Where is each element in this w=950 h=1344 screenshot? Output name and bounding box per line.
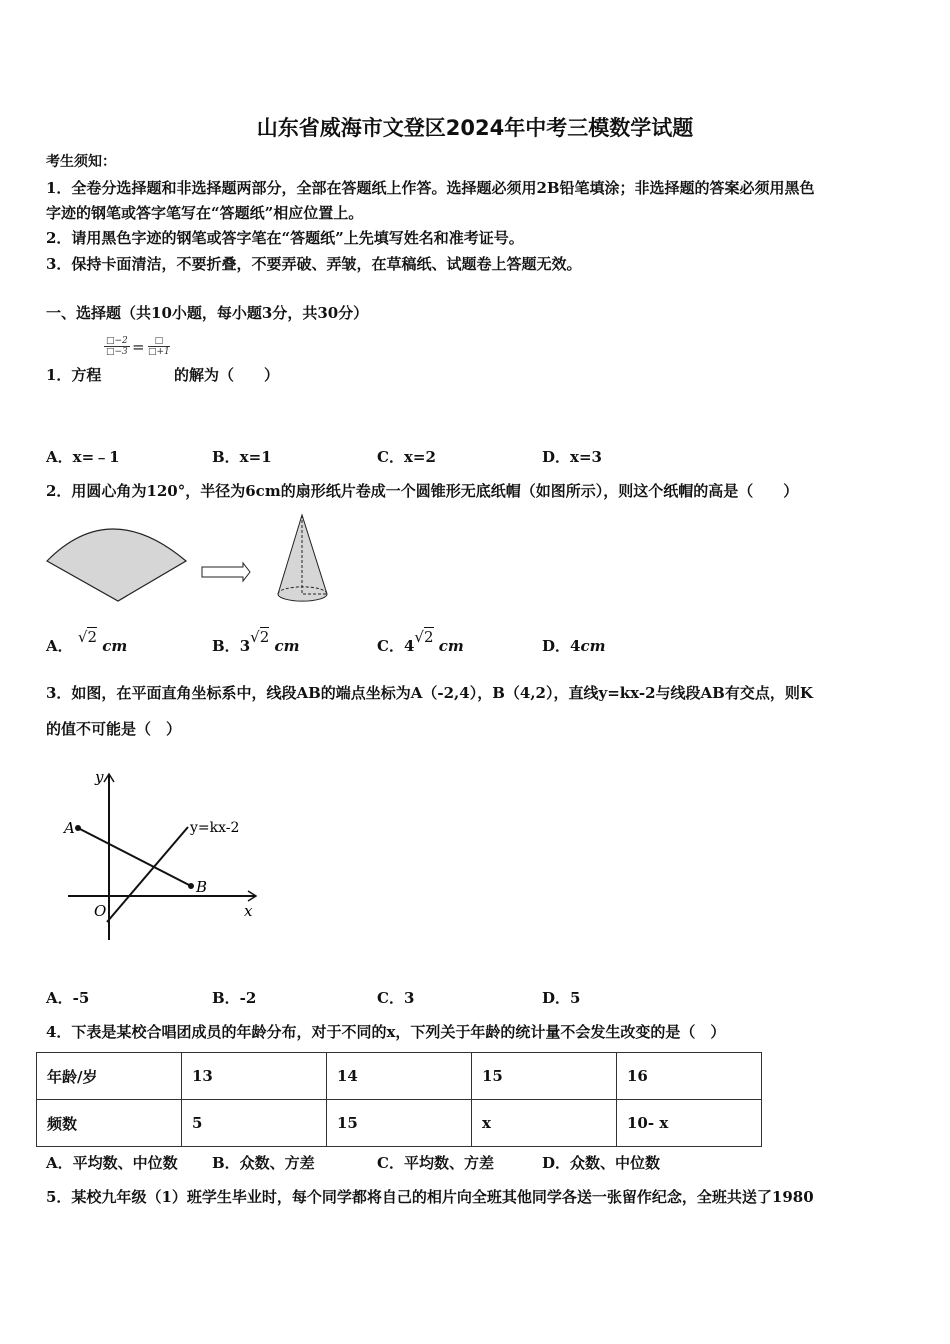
table-cell: 频数: [37, 1100, 182, 1147]
q3-line2: 的值不可能是（ ）: [46, 720, 182, 738]
line-label: y=kx-2: [190, 820, 240, 836]
table-cell: 15: [472, 1053, 617, 1100]
q2-option-d: D．4cm: [542, 637, 606, 655]
q3-option-d: D．5: [542, 989, 581, 1007]
q1-option-d: D．x=3: [542, 448, 602, 466]
q3-option-b: B．-2: [212, 989, 257, 1007]
q3-option-c: C．3: [377, 989, 415, 1007]
notice-heading: 考生须知：: [46, 154, 116, 170]
q2-option-c: C．4√2 cm: [377, 628, 464, 655]
table-cell: 14: [327, 1053, 472, 1100]
q1-prefix: 1．方程: [46, 366, 102, 384]
q1-option-c: C．x=2: [377, 448, 436, 466]
q1-suffix: 的解为（ ）: [174, 366, 280, 384]
x-label: x: [244, 902, 253, 920]
sector-shape: [47, 529, 186, 601]
table-cell: 13: [182, 1053, 327, 1100]
arrow-icon: [202, 563, 250, 581]
section-heading: 一、选择题（共10小题，每小题3分，共30分）: [46, 304, 369, 322]
table-cell: 10- x: [617, 1100, 762, 1147]
table-cell: 15: [327, 1100, 472, 1147]
sector-cone-figure: [40, 505, 340, 615]
table-row: [37, 1100, 762, 1147]
q4-option-c: C．平均数、方差: [377, 1154, 494, 1172]
point-a-label: A: [64, 819, 75, 837]
q3-option-a: A．-5: [46, 989, 90, 1007]
q1-option-a: A．x=﹣1: [46, 448, 120, 466]
age-table: [36, 1052, 762, 1147]
q2-text: 2．用圆心角为120°，半径为6cm的扇形纸片卷成一个圆锥形无底纸帽（如图所示），则这个纸帽的高是（ ）: [46, 482, 799, 500]
notice-line: 1．全卷分选择题和非选择题两部分，全部在答题纸上作答。选择题必须用2B铅笔填涂；非选择题的答案必须用黑色: [46, 179, 815, 197]
formula-eq: =: [132, 338, 145, 356]
formula-right: □ □+1: [148, 336, 170, 357]
q4-text: 4．下表是某校合唱团成员的年龄分布，对于不同的x，下列关于年龄的统计量不会发生改变的是（ ）: [46, 1023, 726, 1041]
table-cell: 年龄/岁: [37, 1053, 182, 1100]
origin-label: O: [94, 902, 107, 920]
notice-line: 3．保持卡面清洁，不要折叠，不要弄破、弄皱，在草稿纸、试题卷上答题无效。: [46, 255, 582, 273]
q3-line1: 3．如图，在平面直角坐标系中，线段AB的端点坐标为A（-2,4），B（4,2），直线y=kx-2与线段AB有交点，则K: [46, 684, 813, 702]
segment-ab: [78, 828, 191, 886]
formula-left: $\frac{□-2}{□-3}$: [106, 336, 128, 357]
q4-option-a: A．平均数、中位数: [46, 1154, 178, 1172]
y-label: y: [95, 768, 104, 786]
page-title: 山东省威海市文登区2024年中考三模数学试题: [256, 116, 694, 140]
coordinate-graph: [40, 760, 280, 950]
point-b-label: B: [196, 878, 208, 896]
table-row: [37, 1053, 762, 1100]
notice-line: 字迹的钢笔或答字笔写在“答题纸”相应位置上。: [46, 204, 364, 222]
q1-option-b: B．x=1: [212, 448, 272, 466]
q2-option-b: B．3√2 cm: [212, 628, 300, 655]
q4-option-d: D．众数、中位数: [542, 1154, 661, 1172]
table-cell: 16: [617, 1053, 762, 1100]
table-cell: x: [472, 1100, 617, 1147]
q5-text: 5．某校九年级（1）班学生毕业时，每个同学都将自己的相片向全班其他同学各送一张留作纪念，全班共送了1980: [46, 1188, 814, 1206]
table-cell: 5: [182, 1100, 327, 1147]
q4-option-b: B．众数、方差: [212, 1154, 315, 1172]
notice-line: 2．请用黑色字迹的钢笔或答字笔在“答题纸”上先填写姓名和准考证号。: [46, 229, 524, 247]
q2-option-a: A． √2 cm: [46, 628, 128, 655]
line-kx-2: [107, 827, 188, 922]
